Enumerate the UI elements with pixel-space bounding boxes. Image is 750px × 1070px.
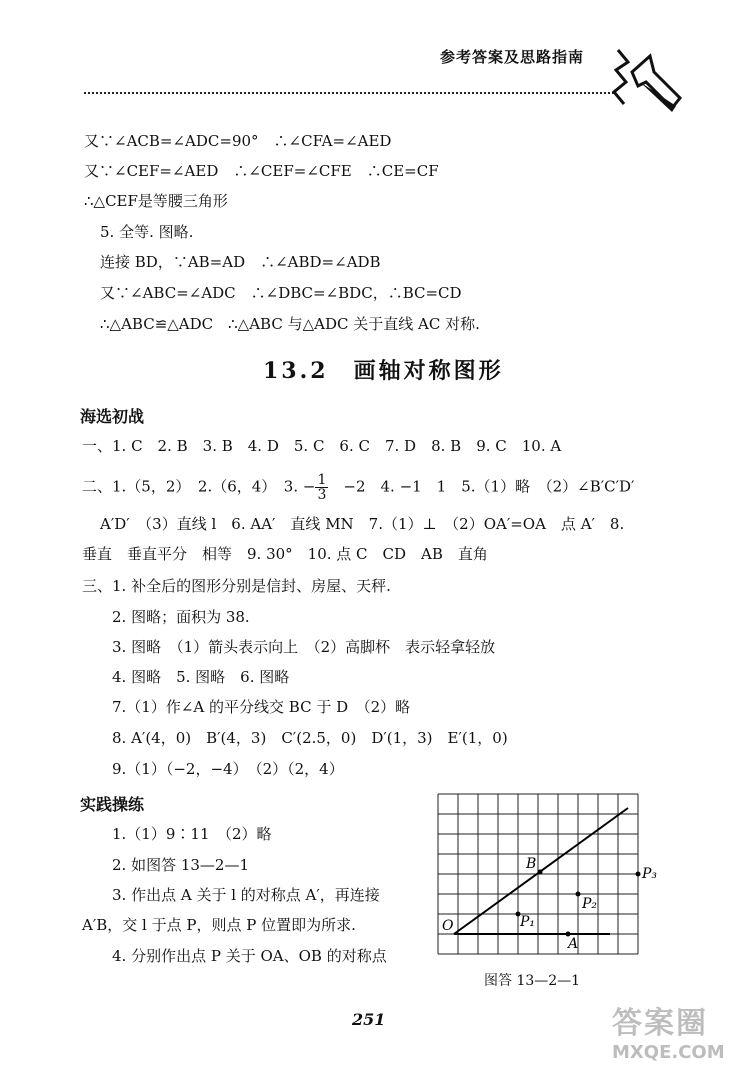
answers-part-three-9: 9.（1）（−2，−4） （2）（2，4） (112, 760, 344, 778)
label-b: B (526, 856, 537, 872)
answers-part-two-line-1 (82, 473, 634, 502)
answers-part-three-7: 7.（1）作∠A 的平分线交 BC 于 D （2）略 (112, 698, 411, 716)
watermark-url: MXQE.COM (612, 1042, 725, 1063)
header-title: 参考答案及思路指南 (440, 48, 585, 66)
text-line-7: ∴△ABC≌△ADC ∴△ABC 与△ADC 关于直线 AC 对称. (100, 315, 480, 333)
label-p1: P₁ (520, 914, 536, 930)
section-title: 13.2 画轴对称图形 (263, 358, 504, 384)
label-o: O (442, 918, 454, 934)
answers-part-two-line-2: A′D′ （3）直线 l 6. AA′ 直线 MN 7.（1）⊥ （2）OA′=OA 点 A′ 8. (100, 515, 625, 533)
fraction (315, 473, 328, 502)
subsection-title-1: 海选初战 (80, 407, 145, 426)
subsection-title-2: 实践操练 (80, 795, 145, 814)
practice-line-1: 1.（1）9∶11 （2）略 (112, 825, 272, 843)
answers-part-one: 一、1. C 2. B 3. B 4. D 5. C 6. C 7. D 8. B 9. C 10. A (82, 437, 562, 455)
practice-line-4: A′B，交 l 于点 P，则点 P 位置即为所求. (82, 916, 356, 934)
watermark-logo: 答案圈 (612, 1006, 708, 1041)
practice-line-3: 3. 作出点 A 关于 l 的对称点 A′，再连接 (112, 886, 380, 904)
label-a: A (568, 936, 579, 952)
point-b (538, 870, 543, 875)
answers-part-three-1: 三、1. 补全后的图形分别是信封、房屋、天秤. (82, 577, 391, 595)
header-divider (84, 92, 614, 94)
answers-part-three-4: 4. 图略 5. 图略 6. 图略 (112, 668, 290, 686)
label-p3: P₃ (642, 866, 658, 882)
page-number: 251 (352, 1010, 386, 1029)
answers-part-three-8: 8. A′(4，0) B′(4，3) C′(2.5，0) D′(1，3) E′(1，0) (112, 729, 508, 747)
answers-part-two-line-3: 垂直 垂直平分 相等 9. 30° 10. 点 C CD AB 直角 (82, 545, 488, 563)
text-line-3: ∴△CEF是等腰三角形 (84, 192, 228, 210)
text-line-2: 又∵∠CEF=∠AED ∴∠CEF=∠CFE ∴CE=CF (84, 162, 439, 180)
watermark (612, 998, 742, 1064)
text-line-4: 5. 全等. 图略. (100, 223, 194, 241)
point-p3 (636, 872, 641, 877)
point-p2 (576, 892, 581, 897)
arrow-icon (610, 42, 690, 132)
answers-part-two-b: −2 4. −1 1 5.（1）略 （2）∠B′C′D′ (328, 477, 635, 496)
answers-part-three-2: 2. 图略；面积为 38. (112, 608, 250, 626)
practice-line-5: 4. 分别作出点 P 关于 OA、OB 的对称点 (112, 947, 387, 965)
text-line-5: 连接 BD，∵AB=AD ∴∠ABD=∠ADB (100, 253, 381, 271)
text-line-1: 又∵∠ACB=∠ADC=90° ∴∠CFA=∠AED (84, 132, 392, 150)
label-p2: P₂ (582, 896, 598, 912)
fraction-denominator: 3 (317, 487, 327, 503)
answers-part-three-3: 3. 图略 （1）箭头表示向上 （2）高脚杯 表示轻拿轻放 (112, 638, 496, 656)
practice-line-2: 2. 如图答 13—2—1 (112, 856, 250, 874)
figure-caption: 图答 13—2—1 (484, 973, 581, 989)
fraction-numerator: 1 (317, 472, 327, 488)
text-line-6: 又∵∠ABC=∠ADC ∴∠DBC=∠BDC，∴BC=CD (100, 284, 462, 302)
grid-figure (430, 790, 658, 965)
answers-part-two-a: 二、1.（5，2） 2.（6，4） 3. − (82, 477, 316, 496)
